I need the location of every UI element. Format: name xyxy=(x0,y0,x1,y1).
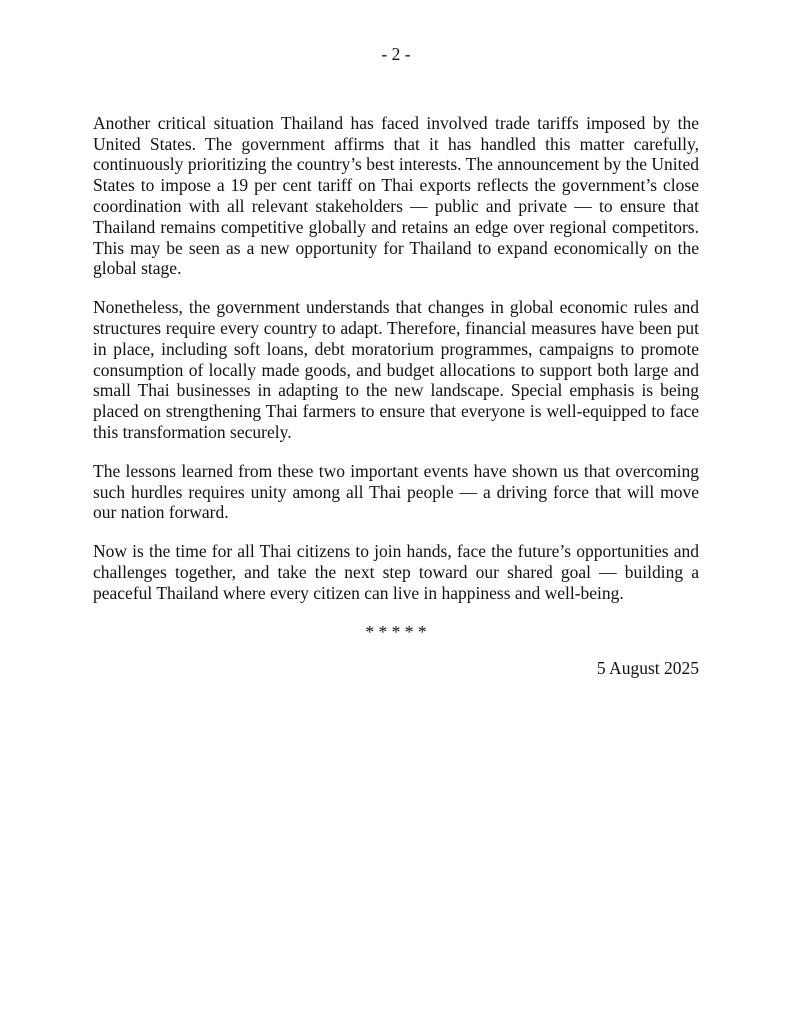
document-date: 5 August 2025 xyxy=(596,658,699,679)
paragraph-financial-measures: Nonetheless, the government understands that changes in global economic rules and structures require every country to adapt. Therefore, financial measures have been put in place, including soft loans, debt moratorium programmes, campaigns to promote consumption of locally made goods, and budget allocations to support both large and small Thai businesses in adapting to the new landscape. Special emphasis is being placed on strengthening Thai farmers to ensure that everyone is well-equipped to face this transformation securely. xyxy=(93,297,699,442)
paragraph-lessons-learned: The lessons learned from these two important events have shown us that overcoming such hurdles requires unity among all Thai people — a driving force that will move our nation forward. xyxy=(93,460,699,523)
paragraph-trade-tariffs: Another critical situation Thailand has faced involved trade tariffs imposed by the United States. The government affirms that it has handled this matter carefully, continuously prioritizing the country’s best interests. The announcement by the United States to impose a 19 per cent tariff on Thai exports reflects the government’s close coordination with all relevant stakeholders — public and private — to ensure that Thailand remains competitive globally and retains an edge over regional competitors. This may be seen as a new opportunity for Thailand to expand economically on the global stage. xyxy=(93,112,699,279)
page-number: - 2 - xyxy=(381,44,411,64)
asterisk-separator: * * * * * xyxy=(365,621,427,642)
paragraph-call-to-unity: Now is the time for all Thai citizens to join hands, face the future’s opportunities and challenges together, and take the next step toward our shared goal — building a peaceful Thailand where every citizen can live in happiness and well-being. xyxy=(93,541,699,603)
document-body xyxy=(93,113,699,604)
